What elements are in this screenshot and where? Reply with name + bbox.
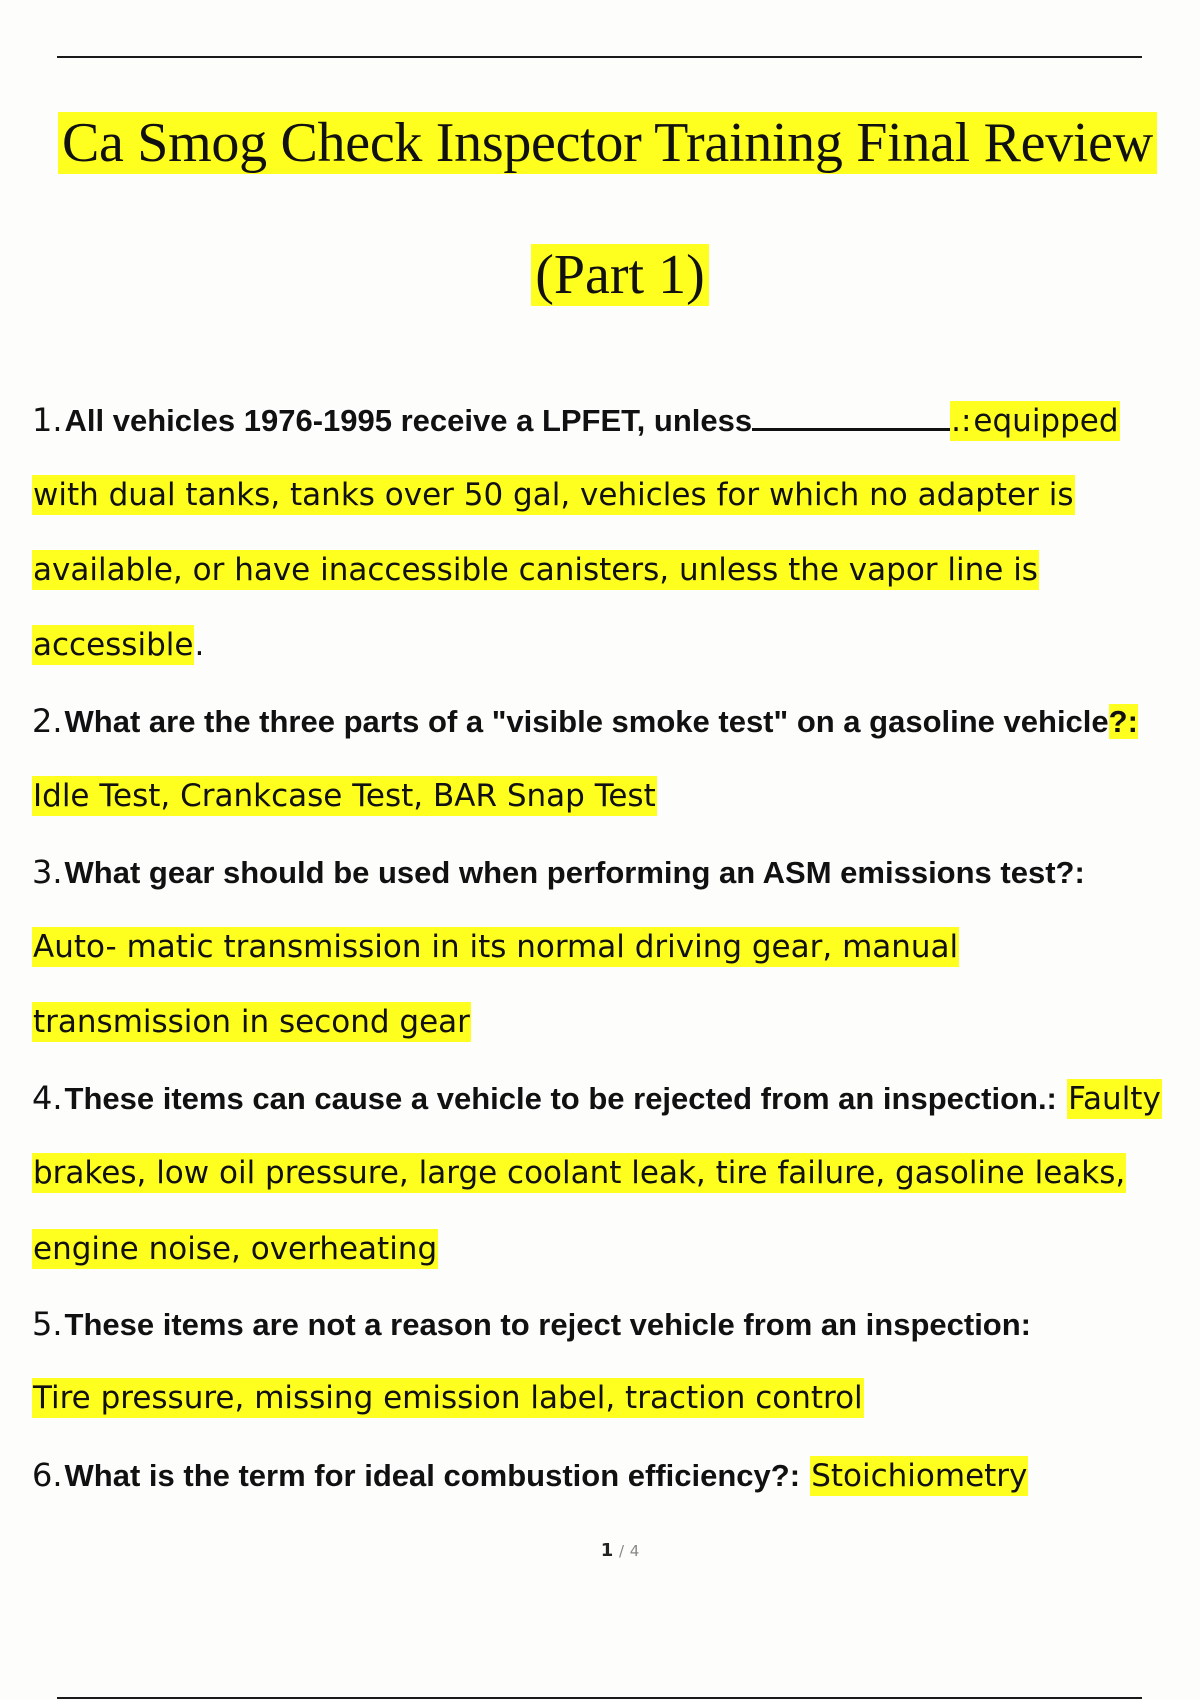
question-1-number: 1. xyxy=(32,401,63,439)
question-1-answer-0: equipped xyxy=(973,403,1119,439)
document-subtitle xyxy=(0,242,1200,308)
question-6-answer-0: Stoichiometry xyxy=(811,1458,1028,1494)
question-3-text: What gear should be used when performing an ASM emissions test?: xyxy=(64,855,1085,890)
question-3-answer-1: transmission in second gear xyxy=(33,1004,470,1040)
question-4-answer-2: engine noise, overheating xyxy=(33,1231,438,1267)
question-1-line-2 xyxy=(32,471,1075,518)
title-line-1: Ca Smog Check Inspector Training Final Review xyxy=(58,112,1157,174)
question-4-answer-0: Faulty xyxy=(1068,1081,1161,1117)
question-6-text: What is the term for ideal combustion efficiency?: xyxy=(64,1458,801,1493)
title-line-2: (Part 1) xyxy=(531,244,709,306)
question-5-number: 5. xyxy=(32,1305,63,1343)
question-4-line-3 xyxy=(32,1225,438,1272)
question-2-line-2 xyxy=(32,772,657,819)
question-2-number: 2. xyxy=(32,702,63,740)
question-1-line-1 xyxy=(32,397,1120,444)
question-3-number: 3. xyxy=(32,853,63,891)
question-1-line-4 xyxy=(32,621,204,668)
question-1-line-3 xyxy=(32,546,1039,593)
top-rule xyxy=(57,56,1142,58)
question-1-trailing: . xyxy=(194,627,205,663)
question-4-line-1 xyxy=(32,1075,1162,1122)
question-3-line-3 xyxy=(32,998,471,1045)
question-1-answer-2: available, or have inaccessible canisters, unless the vapor line is xyxy=(33,552,1038,588)
page-indicator xyxy=(0,1540,1200,1561)
question-5-answer-0: Tire pressure, missing emission label, traction control xyxy=(33,1380,863,1416)
question-5-line-2 xyxy=(32,1374,864,1421)
question-1-after-blank: .: xyxy=(951,403,972,439)
question-4-answer-1: brakes, low oil pressure, large coolant leak, tire failure, gasoline leaks, xyxy=(33,1155,1126,1191)
page-separator: / xyxy=(618,1542,625,1560)
question-2-text: What are the three parts of a "visible smoke test" on a gasoline vehicle xyxy=(64,704,1109,739)
question-2-line-1 xyxy=(32,698,1138,745)
question-2-answer-0: Idle Test, Crankcase Test, BAR Snap Test xyxy=(33,778,656,814)
total-pages: 4 xyxy=(629,1542,640,1560)
question-6-number: 6. xyxy=(32,1456,63,1494)
question-5-line-1 xyxy=(32,1301,1031,1348)
question-4-number: 4. xyxy=(32,1079,63,1117)
current-page-number: 1 xyxy=(600,1540,614,1561)
question-4-line-2 xyxy=(32,1149,1126,1196)
question-2-text-end: ?: xyxy=(1108,704,1138,739)
question-6-line-1 xyxy=(32,1452,1028,1499)
question-3-line-2 xyxy=(32,923,959,970)
question-5-text: These items are not a reason to reject vehicle from an inspection: xyxy=(64,1307,1031,1342)
question-4-text: These items can cause a vehicle to be rejected from an inspection.: xyxy=(64,1081,1057,1116)
question-1-text: All vehicles 1976-1995 receive a LPFET, unless xyxy=(64,403,753,438)
question-3-answer-0: Auto- matic transmission in its normal driving gear, manual xyxy=(33,929,959,965)
question-1-blank xyxy=(752,402,950,431)
question-3-line-1 xyxy=(32,849,1085,896)
bottom-rule xyxy=(57,1697,1142,1699)
question-1-answer-1: with dual tanks, tanks over 50 gal, vehicles for which no adapter is xyxy=(33,477,1074,513)
question-1-answer-3: accessible xyxy=(33,627,194,663)
document-title xyxy=(58,110,1157,176)
